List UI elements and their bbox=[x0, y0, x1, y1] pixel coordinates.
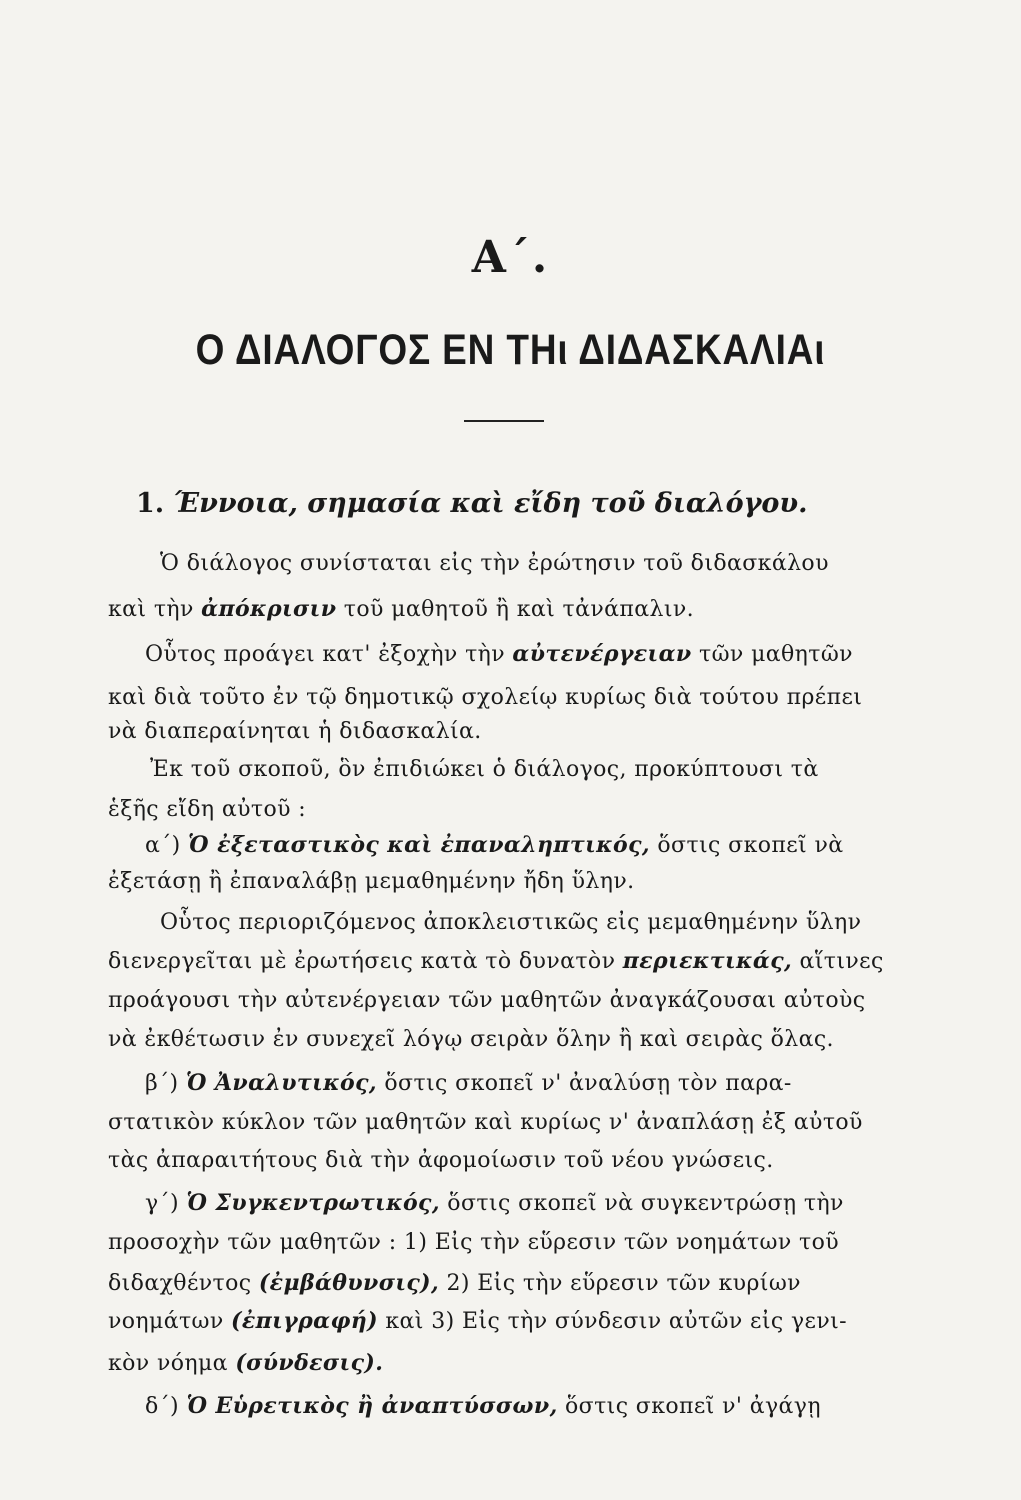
text-line: νοημάτων (ἐπιγραφή) καὶ 3) Εἰς τὴν σύνδεσιν αὐτῶν εἰς γενι- bbox=[108, 1308, 847, 1334]
chapter-title: Ο ΔΙΑΛΟΓΟΣ ΕΝ ΤΗι ΔΙΔΑΣΚΑΛΙΑι bbox=[195, 326, 826, 374]
text-line: νὰ διαπεραίνηται ἡ διδασκαλία. bbox=[108, 719, 482, 744]
section-number: 1. bbox=[136, 488, 165, 519]
emphasis-term: ἀπόκρισιν bbox=[201, 596, 337, 622]
text-line: στατικὸν κύκλον τῶν μαθητῶν καὶ κυρίως ν' ἀναπλάσῃ ἐξ αὐτοῦ bbox=[108, 1110, 863, 1135]
text-line: προσοχὴν τῶν μαθητῶν : 1) Εἰς τὴν εὕρεσιν τῶν νοημάτων τοῦ bbox=[108, 1230, 840, 1255]
text-line: ἑξῆς εἴδη αὐτοῦ : bbox=[108, 797, 307, 822]
text-line: προάγουσι τὴν αὐτενέργειαν τῶν μαθητῶν ἀναγκάζουσαι αὐτοὺς bbox=[108, 988, 866, 1013]
text-line: διδαχθέντος (ἐμβάθυνσις), 2) Εἰς τὴν εὕρεσιν τῶν κυρίων bbox=[108, 1270, 801, 1296]
emphasis-term: (ἐμβάθυνσις), bbox=[258, 1270, 440, 1296]
section-title: Έννοια, σημασία καὶ εἴδη τοῦ διαλόγου. bbox=[173, 488, 808, 519]
text-line: α΄) Ὁ ἐξεταστικὸς καὶ ἐπαναληπτικός, ὅστις σκοπεῖ νὰ bbox=[145, 832, 844, 858]
text-line: δ΄) Ὁ Εὑρετικὸς ἢ ἀναπτύσσων, ὅστις σκοπεῖ ν' ἀγάγῃ bbox=[145, 1393, 821, 1419]
text-line: Ὁ διάλογος συνίσταται εἰς τὴν ἐρώτησιν τοῦ διδασκάλου bbox=[160, 551, 829, 576]
emphasis-term: Ὁ Συγκεντρωτικός, bbox=[186, 1190, 440, 1216]
emphasis-term: Ὁ ἐξεταστικὸς καὶ ἐπαναληπτικός, bbox=[188, 832, 650, 858]
text-line: νὰ ἐκθέτωσιν ἐν συνεχεῖ λόγῳ σειρὰν ὅλην ἢ καὶ σειρὰς ὅλας. bbox=[108, 1027, 834, 1052]
text-line: καὶ διὰ τοῦτο ἐν τῷ δημοτικῷ σχολείῳ κυρίως διὰ τούτου πρέπει bbox=[108, 685, 863, 710]
text-line: Ἐκ τοῦ σκοποῦ, ὃν ἐπιδιώκει ὁ διάλογος, προκύπτουσι τὰ bbox=[150, 757, 819, 782]
emphasis-term: αὐτενέργειαν bbox=[512, 641, 692, 667]
emphasis-term: (ἐπιγραφή) bbox=[231, 1308, 378, 1334]
text-line: καὶ τὴν ἀπόκρισιν τοῦ μαθητοῦ ἢ καὶ τἀνάπαλιν. bbox=[108, 596, 695, 622]
text-line: διενεργεῖται μὲ ἐρωτήσεις κατὰ τὸ δυνατὸν περιεκτικάς, αἵτινες bbox=[108, 948, 884, 974]
text-line: β΄) Ὁ Ἀναλυτικός, ὅστις σκοπεῖ ν' ἀναλύσῃ τὸν παρα- bbox=[145, 1070, 792, 1096]
emphasis-term: Ὁ Ἀναλυτικός, bbox=[185, 1070, 377, 1096]
emphasis-term: περιεκτικάς, bbox=[622, 948, 793, 974]
text-line: Οὗτος προάγει κατ' ἐξοχὴν τὴν αὐτενέργειαν τῶν μαθητῶν bbox=[145, 641, 853, 667]
emphasis-term: Ὁ Εὑρετικὸς ἢ ἀναπτύσσων, bbox=[186, 1393, 558, 1419]
text-line: Οὗτος περιοριζόμενος ἀποκλειστικῶς εἰς μεμαθημένην ὕλην bbox=[160, 910, 862, 935]
chapter-letter: Α΄. bbox=[471, 232, 550, 283]
text-line: τὰς ἀπαραιτήτους διὰ τὴν ἀφομοίωσιν τοῦ νέου γνώσεις. bbox=[108, 1148, 774, 1173]
text-line: κὸν νόημα (σύνδεσις). bbox=[108, 1350, 384, 1376]
text-line: ἐξετάσῃ ἢ ἐπαναλάβῃ μεμαθημένην ἤδη ὕλην. bbox=[108, 869, 635, 894]
text-line: γ΄) Ὁ Συγκεντρωτικός, ὅστις σκοπεῖ νὰ συγκεντρώσῃ τὴν bbox=[145, 1190, 844, 1216]
emphasis-term: (σύνδεσις). bbox=[235, 1350, 384, 1376]
